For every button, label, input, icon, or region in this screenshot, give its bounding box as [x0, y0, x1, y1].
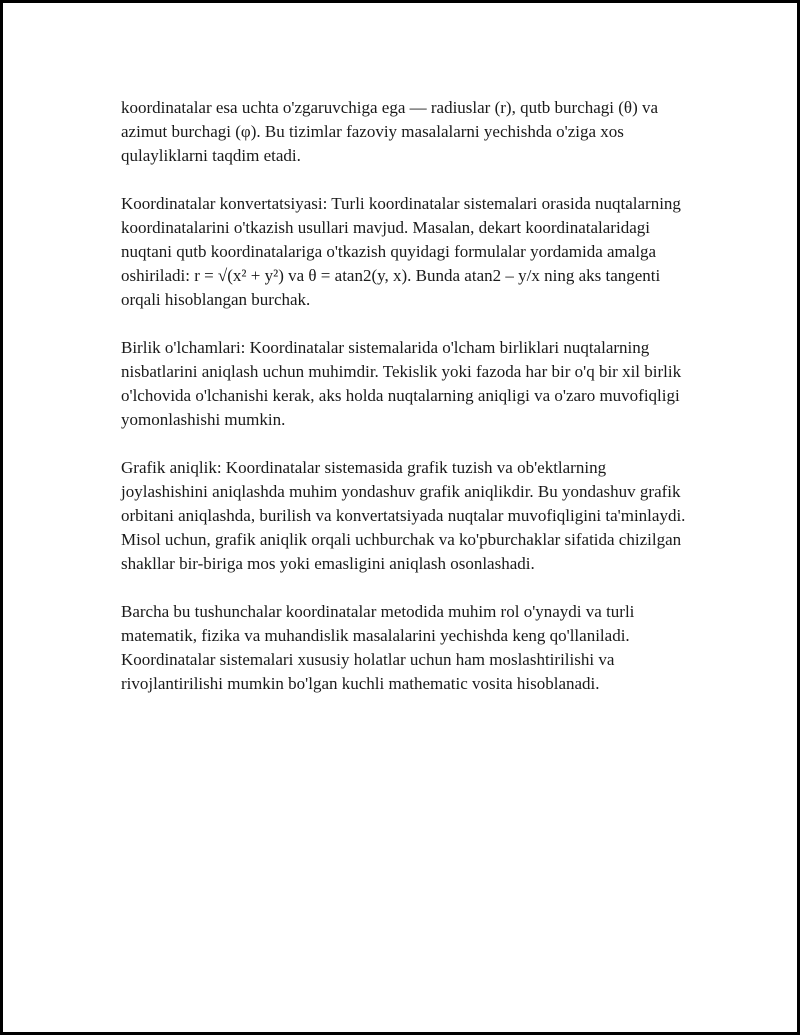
paragraph-spherical-coordinates: koordinatalar esa uchta o'zgaruvchiga ega — radiuslar (r), qutb burchagi (θ) va azimut burchagi (φ). Bu tizimlar fazoviy masalalarni yechishda o'ziga xos qulayliklarni taqdim etadi. [121, 98, 659, 165]
paragraph-unit-measurements: Birlik o'lchamlari: Koordinatalar sistemalarida o'lcham birliklari nuqtalarning nisbatlarini aniqlash uchun muhimdir. Tekislik yoki fazoda har bir o'q bir xil birlik o'lchovida o'lchanishi kerak, aks holda nuqtalarning aniqligi va o'zaro muvofiqligi yomonlashishi mumkin. [121, 338, 682, 429]
paragraph-conclusion: Barcha bu tushunchalar koordinatalar metodida muhim rol o'ynaydi va turli matematik, fizika va muhandislik masalalarini yechishda keng qo'llaniladi. Koordinatalar sistemalari xususiy holatlar uchun ham moslashtirilishi va rivojlantirilishi mumkin bo'lgan kuchli mathematic vosita hisoblanadi. [121, 602, 635, 693]
paragraph-coordinate-conversion: Koordinatalar konvertatsiyasi: Turli koordinatalar sistemalari orasida nuqtalarning koordinatalarini o'tkazish usullari mavjud. Masalan, dekart koordinatalaridagi nuqtani qutb koordinatalariga o'tkazish quyidagi formulalar yordamida amalga oshiriladi: r = √(x² + y²) va θ = atan2(y, x). Bunda atan2 – y/x ning aks tangenti orqali hisoblangan burchak. [121, 194, 681, 309]
document-body [121, 96, 696, 720]
paragraph-graphic-accuracy: Grafik aniqlik: Koordinatalar sistemasida grafik tuzish va ob'ektlarning joylashishini aniqlashda muhim yondashuv grafik aniqlikdir. Bu yondashuv grafik orbitani aniqlashda, burilish va konvertatsiyada nuqtalar muvofiqligini ta'minlaydi. Misol uchun, grafik aniqlik orqali uchburchak va ko'pburchaklar sifatida chizilgan shakllar bir-biriga mos yoki emasligini aniqlash osonlashadi. [121, 458, 686, 573]
